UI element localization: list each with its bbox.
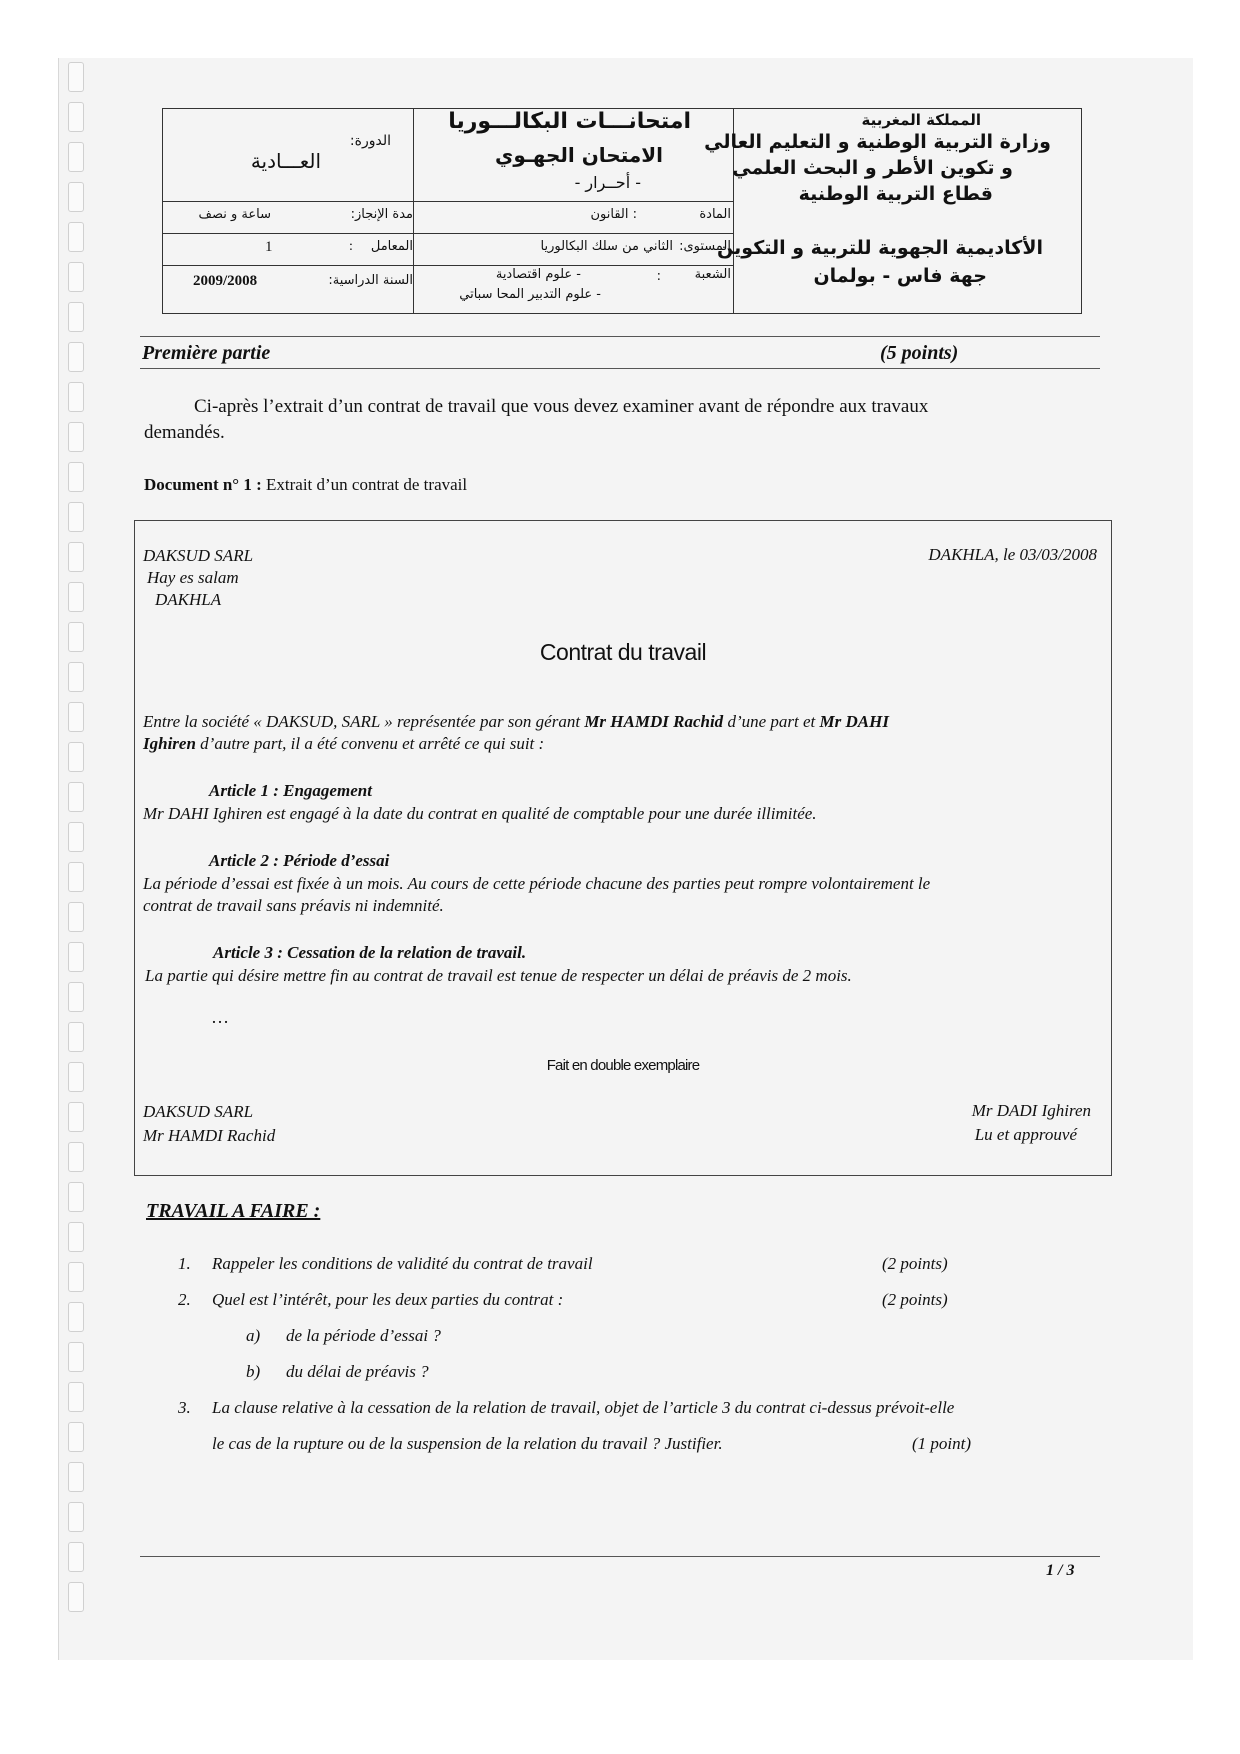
article-2-text-2: contrat de travail sans préavis ni indemnité. [143, 896, 444, 915]
year-value: 2009/2008 [193, 273, 258, 289]
preamble-line-1 [143, 711, 1103, 733]
kingdom-name: المملكة المغربية [861, 111, 981, 129]
ministry-line-1: وزارة التربية الوطنية و التعليم العالي [704, 131, 1051, 153]
signature-right-approval: Lu et approuvé [974, 1125, 1077, 1144]
question-3-points: (1 point) [912, 1434, 972, 1453]
ellipsis: … [211, 1007, 229, 1027]
branch-separator: : [656, 269, 661, 284]
question-2a-text: de la période d’essai ? [286, 1326, 441, 1345]
tasks-heading: TRAVAIL A FAIRE : [146, 1200, 321, 1222]
question-2-points: (2 points) [882, 1290, 948, 1309]
employee-name-part-1: Mr DAHI [819, 712, 889, 731]
question-3-line-2: le cas de la rupture ou de la suspension de la relation du travail ? Justifier. [212, 1434, 723, 1453]
article-3-text: La partie qui désire mettre fin au contrat de travail est tenue de respecter un délai de préavis de 2 mois. [145, 966, 852, 985]
candidate-type: - أحــرار - [574, 173, 641, 192]
coef-label: المعامل [370, 239, 413, 254]
signature-right-name: Mr DADI Ighiren [971, 1101, 1091, 1120]
preamble-line-2 [143, 733, 1103, 755]
duration-value: ساعة و نصف [198, 207, 271, 222]
article-2-title: Article 2 : Période d’essai [209, 851, 390, 870]
question-1-number: 1. [178, 1254, 191, 1273]
session-value: العـــادية [250, 149, 321, 173]
article-1-text: Mr DAHI Ighiren est engagé à la date du contrat en qualité de comptable pour une durée illimitée. [143, 804, 817, 823]
question-2b-text: du délai de préavis ? [286, 1362, 429, 1381]
question-2-number: 2. [178, 1290, 191, 1309]
exam-type: الامتحان الجهـوي [495, 143, 663, 167]
contract-document [134, 520, 1112, 1176]
exam-title: امتحانـــات البكالـــوريا [448, 109, 691, 134]
intro-line-1: Ci-après l’extrait d’un contrat de travail que vous devez examiner avant de répondre aux travaux [194, 396, 929, 417]
academy-line-1: الأكاديمية الجهوية للتربية و التكوين [717, 237, 1043, 259]
employee-name-part-2: Ighiren [143, 734, 196, 753]
branch-value-2: - علوم التدبير المحا سباتي [459, 287, 601, 302]
place-date: DAKHLA, le 03/03/2008 [928, 545, 1097, 564]
section-title: Première partie [142, 342, 271, 364]
question-1-points: (2 points) [882, 1254, 948, 1273]
branch-label: الشعبة [694, 267, 731, 282]
ministry-line-3: قطاع التربية الوطنية [798, 183, 993, 205]
subject-label: المادة [699, 207, 731, 222]
level-label: المستوى: [679, 239, 731, 254]
signature-left-company: DAKSUD SARL [143, 1102, 254, 1121]
article-1-title: Article 1 : Engagement [209, 781, 372, 800]
company-city: DAKHLA [155, 590, 222, 609]
duration-label: مدة الإنجاز: [350, 207, 413, 222]
question-3-number: 3. [178, 1398, 191, 1417]
question-2a-label: a) [246, 1326, 261, 1345]
ministry-line-2: و تكوين الأطر و البحث العلمي [732, 157, 1013, 179]
preamble-text-1: Entre la société « DAKSUD, SARL » représentée par son gérant [143, 712, 585, 731]
page-number: 1 / 3 [1046, 1562, 1075, 1579]
document-caption [144, 475, 467, 495]
signature-left-name: Mr HAMDI Rachid [143, 1126, 276, 1145]
session-label: الدورة: [349, 133, 391, 149]
coef-separator: : [349, 239, 353, 254]
preamble-text-3: d’autre part, il a été convenu et arrêté ce qui suit : [195, 734, 545, 753]
double-copy-note: Fait en double exemplaire [546, 1057, 700, 1074]
document-title: Extrait d’un contrat de travail [266, 475, 468, 494]
company-address: Hay es salam [147, 568, 239, 587]
company-name: DAKSUD SARL [143, 546, 254, 565]
section-points: (5 points) [880, 342, 959, 364]
question-2b-label: b) [246, 1362, 261, 1381]
document-label: Document n° 1 : [144, 475, 262, 494]
question-2-text: Quel est l’intérêt, pour les deux parties du contrat : [212, 1290, 564, 1309]
intro-line-2: demandés. [144, 422, 225, 443]
exam-header-table [162, 108, 1082, 314]
question-3-line-1: La clause relative à la cessation de la relation de travail, objet de l’article 3 du contrat ci-dessus prévoit-elle [212, 1398, 955, 1417]
branch-value-1: - علوم اقتصادية [495, 267, 581, 282]
preamble-text-2: d’une part et [723, 712, 820, 731]
coef-value: 1 [265, 239, 273, 255]
contract-title: Contrat du travail [539, 639, 707, 665]
manager-name: Mr HAMDI Rachid [584, 712, 724, 731]
question-1-text: Rappeler les conditions de validité du contrat de travail [212, 1254, 593, 1273]
academy-line-2: جهة فاس - بولمان [813, 265, 987, 287]
article-3-title: Article 3 : Cessation de la relation de travail. [213, 943, 527, 962]
year-label: السنة الدراسية: [328, 273, 413, 288]
level-value: الثاني من سلك البكالوريا [540, 239, 673, 254]
binding-holes [66, 62, 88, 1652]
subject-value: : القانون [590, 207, 637, 222]
article-2-text-1: La période d’essai est fixée à un mois. Au cours de cette période chacune des parties peut rompre volontairement le [143, 874, 931, 893]
